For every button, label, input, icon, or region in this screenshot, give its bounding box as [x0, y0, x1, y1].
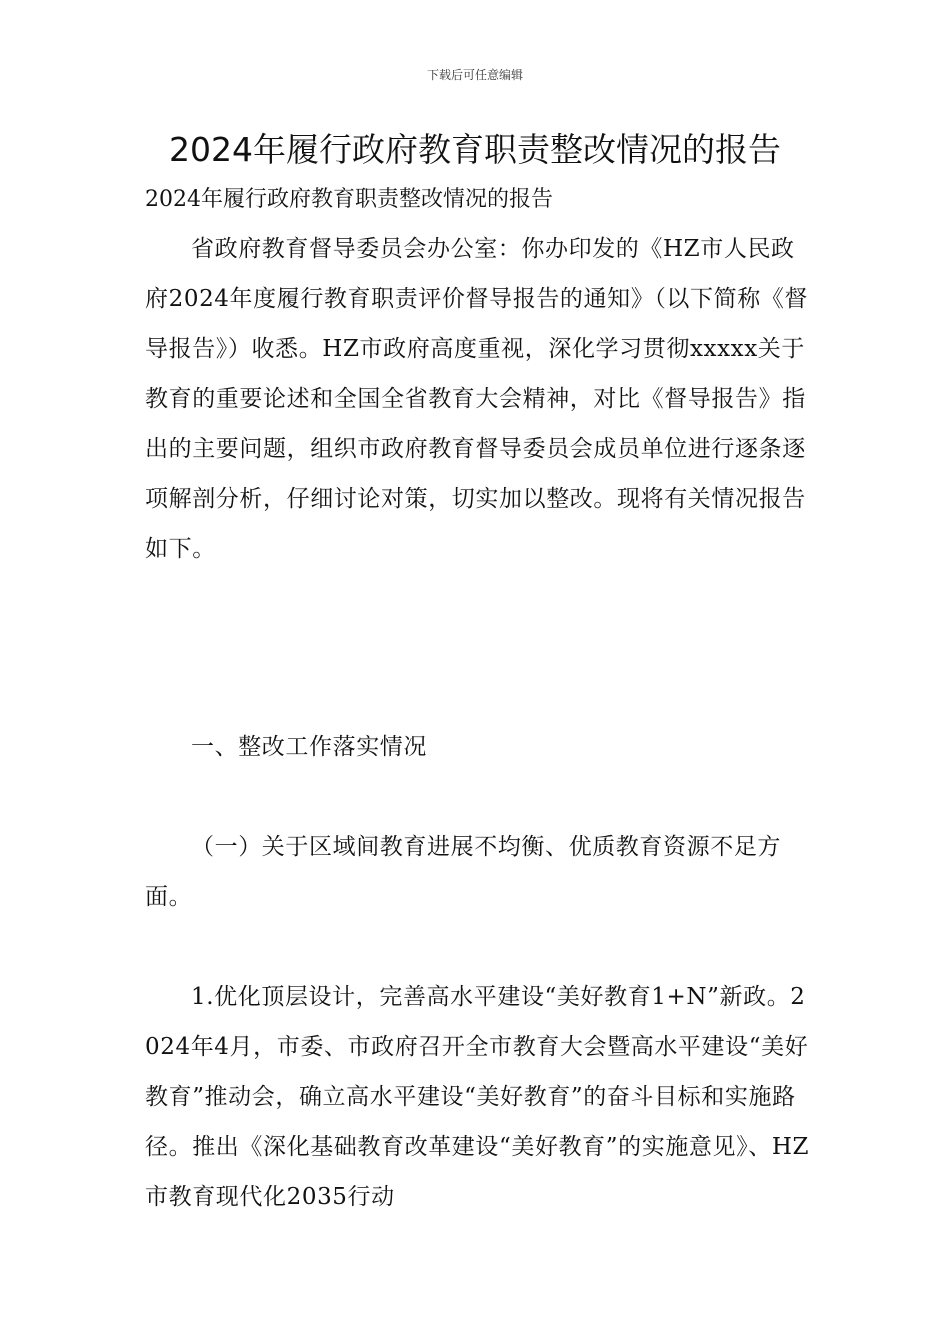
page-header-note: 下载后可任意编辑 — [426, 68, 523, 82]
intro-paragraph: 省政府教育督导委员会办公室：你办印发的《HZ市人民政府2024年度履行教育职责评价督导报告的通知》（以下简称《督导报告》）收悉。HZ市政府高度重视，深化学习贯彻xxxxx关于教育的重要论述和全国全省教育大会精神，对比《督导报告》指出的主要问题，组织市政府教育督导委员会成员单位进行逐条逐项解剖分析，仔细讨论对策，切实加以整改。现将有关情况报告如下。 — [145, 236, 809, 562]
document-subtitle: 2024年履行政府教育职责整改情况的报告 — [145, 187, 553, 212]
document-title: 2024年履行政府教育职责整改情况的报告 — [169, 130, 781, 169]
section-heading-1: 一、整改工作落实情况 — [191, 734, 427, 760]
subsection-heading-1: （一）关于区域间教育进展不均衡、优质教育资源不足方面。 — [145, 834, 781, 910]
item-paragraph-1: 1.优化顶层设计，完善高水平建设“美好教育1+N”新政。2024年4月，市委、市政府召开全市教育大会暨高水平建设“美好教育”推动会，确立高水平建设“美好教育”的奋斗目标和实施路径。推出《深化基础教育改革建设“美好教育”的实施意见》、HZ市教育现代化2035行动 — [145, 984, 810, 1210]
